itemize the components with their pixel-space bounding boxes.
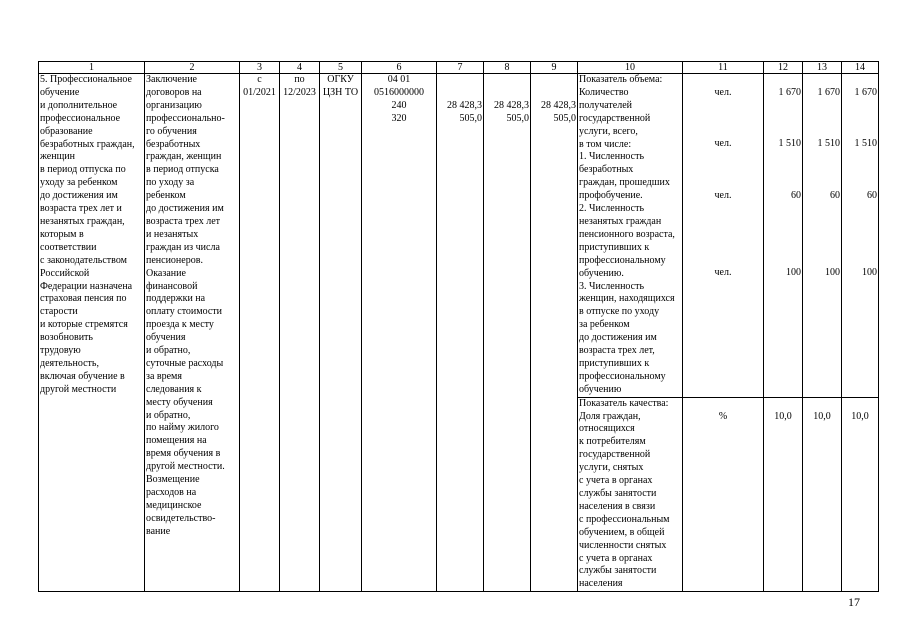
unit-value: чел. xyxy=(714,86,732,98)
quality-value-cell-14 xyxy=(842,397,879,592)
measure-content-line: по найму жилого xyxy=(146,422,219,434)
indicator-line: Количество xyxy=(579,86,629,98)
measure-name-line: возобновить xyxy=(40,332,93,344)
col-header: 12 xyxy=(764,62,803,74)
plan-value: 60 xyxy=(791,190,801,202)
indicator-line: населения в связи xyxy=(579,500,656,512)
measure-content-line: поддержки на xyxy=(146,293,206,305)
measure-content-line: Оказание xyxy=(146,267,186,279)
measure-name-line: с законодательством xyxy=(40,254,127,266)
funding-cell-8 xyxy=(484,74,531,592)
measure-content-line: безработных xyxy=(146,138,201,150)
measure-content-line: время обучения в xyxy=(146,448,221,460)
unit-value: чел. xyxy=(714,190,732,202)
measure-name-line: незанятых граждан, xyxy=(40,215,125,227)
end-date-cell xyxy=(280,74,320,592)
start-date: 01/2021 xyxy=(243,86,276,98)
measure-content-line: возраста трех лет xyxy=(146,215,221,227)
indicator-line: государственной xyxy=(579,449,651,461)
measure-content-line: другой местности. xyxy=(146,461,225,473)
measure-content-line: граждан из числа xyxy=(146,241,220,253)
volume-value-cell-13 xyxy=(803,74,842,398)
funding-value: 28 428,3 xyxy=(541,99,576,111)
indicator-line: Доля граждан, xyxy=(579,410,641,422)
measure-name-line: Федерации назначена xyxy=(40,280,133,292)
plan-value: 10,0 xyxy=(851,410,869,422)
plan-value: 100 xyxy=(786,267,801,279)
indicator-line: Показатель объема: xyxy=(579,74,663,85)
plan-value: 1 510 xyxy=(817,138,840,150)
measure-content-line: медицинское xyxy=(146,499,202,511)
budget-code-line: 240 xyxy=(391,99,407,111)
plan-value: 100 xyxy=(825,267,840,279)
indicator-line: профобучение. xyxy=(579,190,643,202)
indicator-line: к потребителям xyxy=(579,436,646,448)
funding-value: 505,0 xyxy=(506,112,529,124)
measure-name-line: до достижения им xyxy=(40,190,118,202)
col-header: 9 xyxy=(531,62,578,74)
col-header: 6 xyxy=(362,62,437,74)
indicator-line: в том числе: xyxy=(579,138,632,150)
volume-row xyxy=(39,74,879,398)
measure-content-line: проезда к месту xyxy=(146,319,214,331)
col-header: 3 xyxy=(240,62,280,74)
plan-value: 60 xyxy=(830,190,840,202)
measure-name-line: деятельность, xyxy=(40,357,99,369)
measure-name-line: 5. Профессиональное xyxy=(40,74,132,85)
funding-cell-7 xyxy=(437,74,484,592)
budget-code-line: 320 xyxy=(391,112,407,124)
indicator-line: 1. Численность xyxy=(579,151,645,163)
plan-value: 1 510 xyxy=(854,138,877,150)
indicator-line: граждан, прошедших xyxy=(579,177,670,189)
indicator-line: приступивших к xyxy=(579,357,650,369)
measure-name-line: старости xyxy=(40,306,78,318)
indicator-line: безработных xyxy=(579,164,634,176)
measure-content-line: помещения на xyxy=(146,435,207,447)
measure-name-line: женщин xyxy=(40,151,75,163)
measure-content-cell xyxy=(145,74,240,592)
col-header: 10 xyxy=(578,62,683,74)
indicator-line: численности снятых xyxy=(579,539,667,551)
page-number: 17 xyxy=(848,595,860,609)
measure-content-line: обучения xyxy=(146,332,186,344)
executor-line: ЦЗН ТО xyxy=(322,86,359,98)
indicator-line: профессиональному xyxy=(579,370,666,382)
plan-value: 10,0 xyxy=(813,410,831,422)
indicator-line: услуги, снятых xyxy=(579,462,644,474)
col-header: 11 xyxy=(683,62,764,74)
indicator-line: относящихся xyxy=(579,423,635,435)
measure-content-line: вание xyxy=(146,525,171,537)
measure-content-line: го обучения xyxy=(146,125,197,137)
volume-value-cell-14 xyxy=(842,74,879,398)
measure-name-line: безработных граждан, xyxy=(40,138,135,150)
measure-name-line: обучение xyxy=(40,86,80,98)
measure-name-line: образование xyxy=(40,125,93,137)
indicator-line: службы занятости xyxy=(579,488,657,499)
measure-content-line: и обратно, xyxy=(146,345,191,357)
measure-content-line: граждан, женщин xyxy=(146,151,222,163)
indicator-line: с учета в органах xyxy=(579,475,653,487)
measure-name-line: возраста трех лет и xyxy=(40,203,122,215)
plan-value: 100 xyxy=(862,267,877,279)
quality-value-cell-13 xyxy=(803,397,842,592)
budget-code-line: 04 01 xyxy=(387,74,411,85)
indicator-line: обучению. xyxy=(579,267,624,279)
indicator-line: населения xyxy=(579,578,623,590)
executor-cell xyxy=(320,74,362,592)
measure-name-cell xyxy=(39,74,145,592)
end-date: 12/2023 xyxy=(283,86,316,98)
plan-value: 1 670 xyxy=(778,86,801,98)
measure-content-line: профессионально- xyxy=(146,112,225,124)
budget-code-line: 0516000000 xyxy=(374,86,424,98)
measure-name-line: трудовую xyxy=(40,345,81,357)
volume-unit-cell xyxy=(683,74,764,398)
measure-content-line: ребенком xyxy=(146,190,186,202)
measure-name-line: профессиональное xyxy=(40,112,121,124)
col-header: 5 xyxy=(320,62,362,74)
funding-value: 28 428,3 xyxy=(494,99,529,111)
unit-value: чел. xyxy=(714,138,732,150)
measure-content-line: в период отпуска xyxy=(146,164,219,176)
indicator-line: 2. Численность xyxy=(579,203,645,215)
measure-name-line: и которые стремятся xyxy=(40,319,128,331)
measure-content-line: финансовой xyxy=(146,280,198,292)
measure-name-line: страховая пенсия по xyxy=(40,293,127,305)
funding-value: 505,0 xyxy=(553,112,576,124)
col-header: 13 xyxy=(803,62,842,74)
measure-content-line: освидетельство- xyxy=(146,512,216,524)
measure-content-line: организацию xyxy=(146,99,202,111)
indicator-line: приступивших к xyxy=(579,241,650,253)
measure-name-line: другой местности xyxy=(40,383,117,395)
indicator-line: до достижения им xyxy=(579,332,657,344)
indicator-line: за ребенком xyxy=(579,319,630,331)
indicator-line: в отпуске по уходу xyxy=(579,306,660,318)
indicator-line: Показатель качества: xyxy=(579,397,669,409)
funding-value: 28 428,3 xyxy=(447,99,482,111)
measure-content-line: Заключение xyxy=(146,74,197,85)
indicator-line: службы занятости xyxy=(579,565,657,577)
indicator-line: с профессиональным xyxy=(579,513,670,525)
plan-value: 1 510 xyxy=(778,138,801,150)
indicator-line: незанятых граждан xyxy=(579,215,662,227)
indicator-line: обучением, в общей xyxy=(579,526,665,538)
indicator-line: обучению xyxy=(579,383,622,395)
unit-value: чел. xyxy=(714,267,732,279)
indicator-line: услуги, всего, xyxy=(579,125,638,137)
col-header: 8 xyxy=(484,62,531,74)
col-header: 2 xyxy=(145,62,240,74)
measure-content-line: Возмещение xyxy=(146,474,200,486)
measure-content-line: договоров на xyxy=(146,86,202,98)
measure-content-line: за время xyxy=(146,370,182,382)
measure-content-line: месту обучения xyxy=(146,396,213,408)
start-date-prefix: с xyxy=(257,74,262,85)
measure-content-line: расходов на xyxy=(146,487,197,498)
measure-content-line: и обратно, xyxy=(146,409,191,421)
indicator-line: с учета в органах xyxy=(579,552,653,564)
measure-content-line: оплату стоимости xyxy=(146,306,223,318)
quality-unit-cell xyxy=(683,397,764,592)
measure-name-line: которым в xyxy=(40,228,84,240)
indicator-line: пенсионного возраста, xyxy=(579,228,675,240)
measure-content-line: до достижения им xyxy=(146,203,224,215)
volume-indicator-cell xyxy=(578,74,683,398)
indicator-line: получателей xyxy=(579,99,633,111)
measure-name-line: и дополнительное xyxy=(40,99,118,111)
funding-value: 505,0 xyxy=(459,112,482,124)
quality-indicator-cell xyxy=(578,397,683,592)
indicator-line: государственной xyxy=(579,112,651,124)
measure-name-line: включая обучение в xyxy=(40,370,125,382)
budget-code-cell xyxy=(362,74,437,592)
quality-value-cell-12 xyxy=(764,397,803,592)
measure-name-line: в период отпуска по xyxy=(40,164,126,176)
col-header: 4 xyxy=(280,62,320,74)
plan-value: 60 xyxy=(867,190,877,202)
col-header: 1 xyxy=(39,62,145,74)
header-row xyxy=(39,62,879,74)
measure-name-line: уходу за ребенком xyxy=(40,177,118,189)
plan-value: 1 670 xyxy=(817,86,840,98)
col-header: 14 xyxy=(842,62,879,74)
col-header: 7 xyxy=(437,62,484,74)
measure-content-line: пенсионеров. xyxy=(146,254,203,266)
plan-value: 10,0 xyxy=(774,410,792,422)
measure-content-line: следования к xyxy=(146,383,202,395)
measure-name-line: соответствии xyxy=(40,241,97,253)
measure-content-line: по уходу за xyxy=(146,177,195,189)
start-date-cell xyxy=(240,74,280,592)
indicator-line: женщин, находящихся xyxy=(579,293,675,305)
indicator-line: 3. Численность xyxy=(579,280,645,292)
indicator-line: профессиональному xyxy=(579,254,666,266)
executor-line: ОГКУ xyxy=(327,74,354,85)
plan-table xyxy=(38,61,879,592)
unit-value: % xyxy=(718,410,728,422)
funding-cell-9 xyxy=(531,74,578,592)
indicator-line: возраста трех лет, xyxy=(579,345,655,357)
plan-value: 1 670 xyxy=(854,86,877,98)
end-date-prefix: по xyxy=(294,74,305,85)
measure-name-line: Российской xyxy=(40,267,90,279)
volume-value-cell-12 xyxy=(764,74,803,398)
measure-content-line: и незанятых xyxy=(146,228,199,240)
measure-content-line: суточные расходы xyxy=(146,357,224,369)
